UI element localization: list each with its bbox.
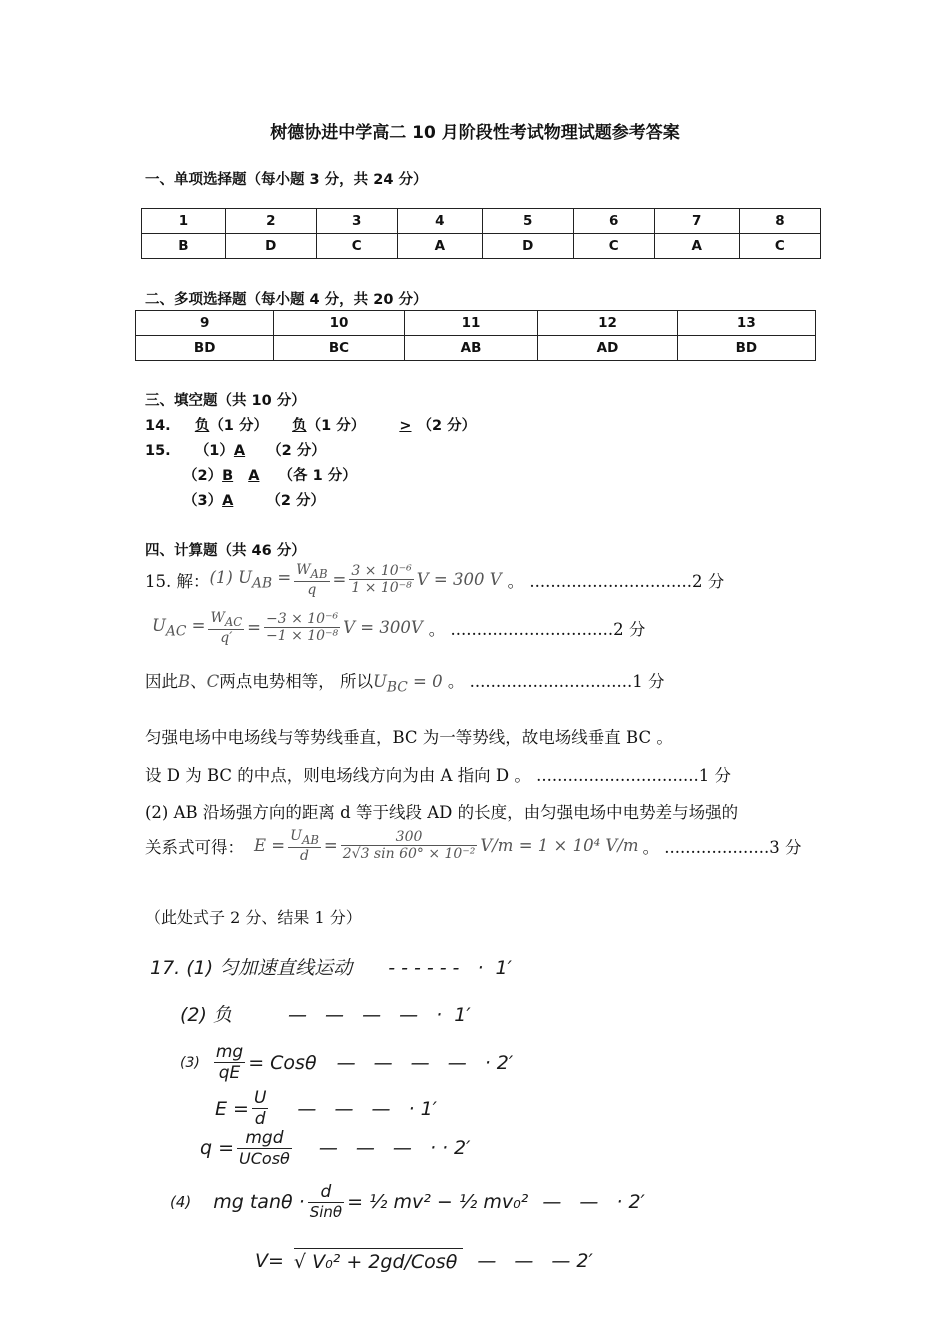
- section3-heading: 三、填空题（共 10 分）: [145, 393, 306, 409]
- section2-heading: 二、多项选择题（每小题 4 分，共 20 分）: [145, 292, 428, 308]
- q15-points-1: （2 分）: [267, 443, 326, 459]
- table-cell: AD: [538, 336, 677, 361]
- math-sub: AB: [310, 566, 328, 581]
- hw-dash: — — ·: [542, 1190, 629, 1213]
- hw-radical: √ V₀² + 2gd/Cosθ: [294, 1248, 463, 1273]
- q15-points-3: （2 分）: [266, 493, 326, 509]
- table-cell: B: [142, 234, 226, 259]
- math-sub: AB: [301, 832, 319, 847]
- frac-num: mgd: [237, 1128, 292, 1149]
- frac-num: mg: [215, 1042, 244, 1062]
- table-cell: AB: [404, 336, 538, 361]
- text: 关系式可得：: [145, 837, 244, 857]
- math-text: = 0: [407, 672, 443, 691]
- handwritten-line-7: [255, 1248, 593, 1273]
- q14-points-1: （1 分）: [209, 418, 268, 434]
- q15-label-1: （1）: [194, 443, 234, 459]
- hw-dash: — — —: [477, 1249, 577, 1272]
- fraction: [341, 829, 478, 862]
- hw-dash: — — — ··: [318, 1137, 455, 1159]
- table-cell: 3: [316, 209, 397, 234]
- fraction: [349, 563, 413, 596]
- frac-num: W: [210, 610, 225, 626]
- math-result: V/m = 1 × 10⁴ V/m: [480, 836, 639, 856]
- frac-den: qE: [218, 1063, 241, 1083]
- frac-den: d: [254, 1109, 266, 1129]
- q15-number: 15.: [145, 443, 171, 459]
- table-cell: 5: [482, 209, 573, 234]
- hw-dash: — — — — ·: [288, 1004, 449, 1026]
- table-cell: D: [482, 234, 573, 259]
- scoring-note: （此处式子 2 分、结果 1 分）: [145, 908, 362, 927]
- q15-label-2: （2）: [183, 468, 223, 484]
- hw-dash: — — — — ·: [336, 1051, 497, 1074]
- points-tail: 。 ...............................2 分: [428, 619, 646, 639]
- table-cell: A: [654, 234, 739, 259]
- math-result: V = 300V: [343, 618, 423, 638]
- handwritten-line-1: [150, 953, 512, 980]
- calc-line-1: [145, 562, 724, 598]
- q15-line-2: [183, 464, 357, 485]
- q15-line-3: [183, 489, 325, 510]
- hw-text: (4): [170, 1192, 192, 1211]
- table-cell: BD: [677, 336, 815, 361]
- hw-points: 2′: [628, 1190, 645, 1213]
- q14-number: 14.: [145, 418, 171, 434]
- math-text: C: [206, 672, 220, 691]
- table-row: [136, 336, 816, 361]
- q14-answer-2: 负: [292, 418, 307, 434]
- q14-answer-1: 负: [194, 418, 210, 434]
- handwritten-line-4: [215, 1088, 437, 1129]
- frac-den: −1 × 10⁻⁸: [266, 628, 339, 645]
- q15-label-3: （3）: [183, 493, 223, 509]
- frac-num: −3 × 10⁻⁶: [266, 611, 339, 628]
- q14-points-3: （2 分）: [417, 418, 477, 434]
- points-tail: 。 ...............................2 分: [507, 571, 725, 591]
- calc-line-3: [145, 668, 664, 695]
- page-title: 树德协进中学高二 10 月阶段性考试物理试题参考答案: [270, 123, 680, 143]
- math-sub: AC: [224, 614, 243, 629]
- table-cell: 4: [397, 209, 482, 234]
- handwritten-line-6: [170, 1182, 645, 1221]
- multi-choice-table: [135, 310, 816, 361]
- q15-line-1: [145, 439, 326, 460]
- frac-num: U: [290, 828, 302, 844]
- frac-den: 1 × 10⁻⁸: [351, 580, 412, 597]
- hw-text: mg tanθ ·: [213, 1190, 305, 1213]
- math-text: B: [178, 672, 191, 691]
- hw-dash: ------ ·: [388, 957, 490, 979]
- hw-text: q =: [200, 1137, 235, 1159]
- q15-answer-3: A: [222, 493, 234, 509]
- hw-fraction: [308, 1182, 344, 1221]
- handwritten-line-3: [180, 1042, 513, 1083]
- table-cell: 7: [654, 209, 739, 234]
- table-cell: 11: [404, 311, 538, 336]
- hw-text: (3): [180, 1054, 200, 1071]
- table-row: [142, 209, 821, 234]
- table-cell: D: [225, 234, 316, 259]
- hw-text: = ½ mv² − ½ mv₀²: [347, 1190, 529, 1213]
- table-cell: C: [316, 234, 397, 259]
- frac-num: 300: [341, 829, 478, 846]
- hw-points: 1′: [495, 957, 512, 979]
- math-text: =: [247, 618, 261, 638]
- calc-prefix: 15. 解：: [145, 571, 210, 591]
- calc-line-4: 匀强电场中电场线与等势线垂直，BC 为一等势线，故电场线垂直 BC 。: [145, 728, 673, 747]
- fraction: [208, 610, 244, 646]
- points-tail: 。 ....................3 分: [642, 837, 802, 857]
- math-text: (1) U: [209, 568, 253, 588]
- q14-line: [145, 414, 476, 435]
- single-choice-table: [141, 208, 821, 259]
- math-text: U: [152, 616, 166, 636]
- q15-answer-2a: B: [222, 468, 234, 484]
- frac-den: 2√3 sin 60° × 10⁻²: [342, 846, 476, 863]
- math-sub: BC: [386, 679, 408, 696]
- hw-text: E =: [215, 1097, 249, 1120]
- ubc-formula: [373, 672, 443, 696]
- text: 、: [190, 672, 207, 691]
- hw-fraction: [214, 1042, 245, 1083]
- q15-answer-1: A: [233, 443, 246, 459]
- q15-answer-2b: A: [248, 468, 260, 484]
- uac-formula: $U_{AC}$ =: [152, 616, 206, 640]
- frac-num: U: [253, 1088, 267, 1108]
- hw-points: 1′: [454, 1004, 471, 1026]
- calc-line-6: (2) AB 沿场强方向的距离 d 等于线段 AD 的长度，由匀强电场中电势差与场强的: [145, 803, 739, 822]
- math-text: =: [323, 836, 338, 856]
- q14-points-2: （1 分）: [306, 418, 366, 434]
- calc-line-2: [152, 610, 645, 646]
- math-text: U: [373, 672, 387, 691]
- fraction: [264, 611, 340, 644]
- text: 两点电势相等， 所以: [219, 672, 374, 691]
- section4-heading: 四、计算题（共 46 分）: [145, 543, 306, 559]
- frac-den: Sinθ: [309, 1203, 343, 1221]
- table-cell: 8: [739, 209, 820, 234]
- frac-den: q: [307, 581, 317, 598]
- table-cell: 12: [538, 311, 677, 336]
- math-text: =: [332, 570, 347, 590]
- q14-answer-3: >: [399, 418, 412, 434]
- hw-points: 2′: [496, 1051, 514, 1074]
- hw-fraction: [237, 1128, 292, 1168]
- table-cell: A: [397, 234, 482, 259]
- q15-points-2: （各 1 分）: [278, 468, 357, 484]
- text: 因此: [145, 672, 178, 691]
- math-sub: AC: [165, 623, 187, 640]
- table-cell: 10: [274, 311, 404, 336]
- handwritten-line-5: [200, 1128, 470, 1168]
- table-cell: 13: [677, 311, 815, 336]
- table-row: [142, 234, 821, 259]
- uab-formula: (1) $U_{AB}$ =: [209, 568, 292, 592]
- frac-num: 3 × 10⁻⁶: [351, 563, 412, 580]
- table-cell: 6: [573, 209, 654, 234]
- frac-den: UCosθ: [239, 1149, 290, 1168]
- table-cell: 1: [142, 209, 226, 234]
- section1-heading: 一、单项选择题（每小题 3 分，共 24 分）: [145, 172, 428, 188]
- math-text: E =: [254, 836, 286, 856]
- hw-fraction: [252, 1088, 268, 1129]
- hw-text: V=: [255, 1249, 284, 1272]
- calc-line-7: [145, 828, 801, 864]
- hw-text: = Cosθ: [248, 1051, 317, 1074]
- fraction: [294, 562, 329, 598]
- frac-den: q′: [220, 629, 233, 646]
- table-cell: 9: [136, 311, 274, 336]
- table-cell: C: [573, 234, 654, 259]
- hw-text: (2) 负: [180, 1004, 232, 1026]
- hw-points: 2′: [576, 1249, 593, 1272]
- frac-num: W: [296, 562, 311, 578]
- fraction: [288, 828, 321, 864]
- table-cell: BC: [274, 336, 404, 361]
- frac-num: d: [308, 1182, 344, 1203]
- calc-line-5: 设 D 为 BC 的中点，则电场线方向为由 A 指向 D 。 ...............................1 分: [145, 766, 731, 785]
- table-row: [136, 311, 816, 336]
- hw-text: 17. (1) 匀加速直线运动: [150, 957, 353, 979]
- math-result: V = 300 V: [416, 570, 502, 590]
- points-tail: 。 ...............................1 分: [447, 672, 665, 691]
- table-cell: C: [739, 234, 820, 259]
- table-cell: 2: [225, 209, 316, 234]
- hw-dash: — — — ·: [297, 1097, 421, 1120]
- hw-points: 2′: [454, 1137, 471, 1159]
- hw-points: 1′: [420, 1097, 437, 1120]
- frac-den: d: [300, 847, 309, 864]
- table-cell: BD: [136, 336, 274, 361]
- handwritten-line-2: [180, 1000, 471, 1027]
- math-sub: AB: [252, 575, 273, 592]
